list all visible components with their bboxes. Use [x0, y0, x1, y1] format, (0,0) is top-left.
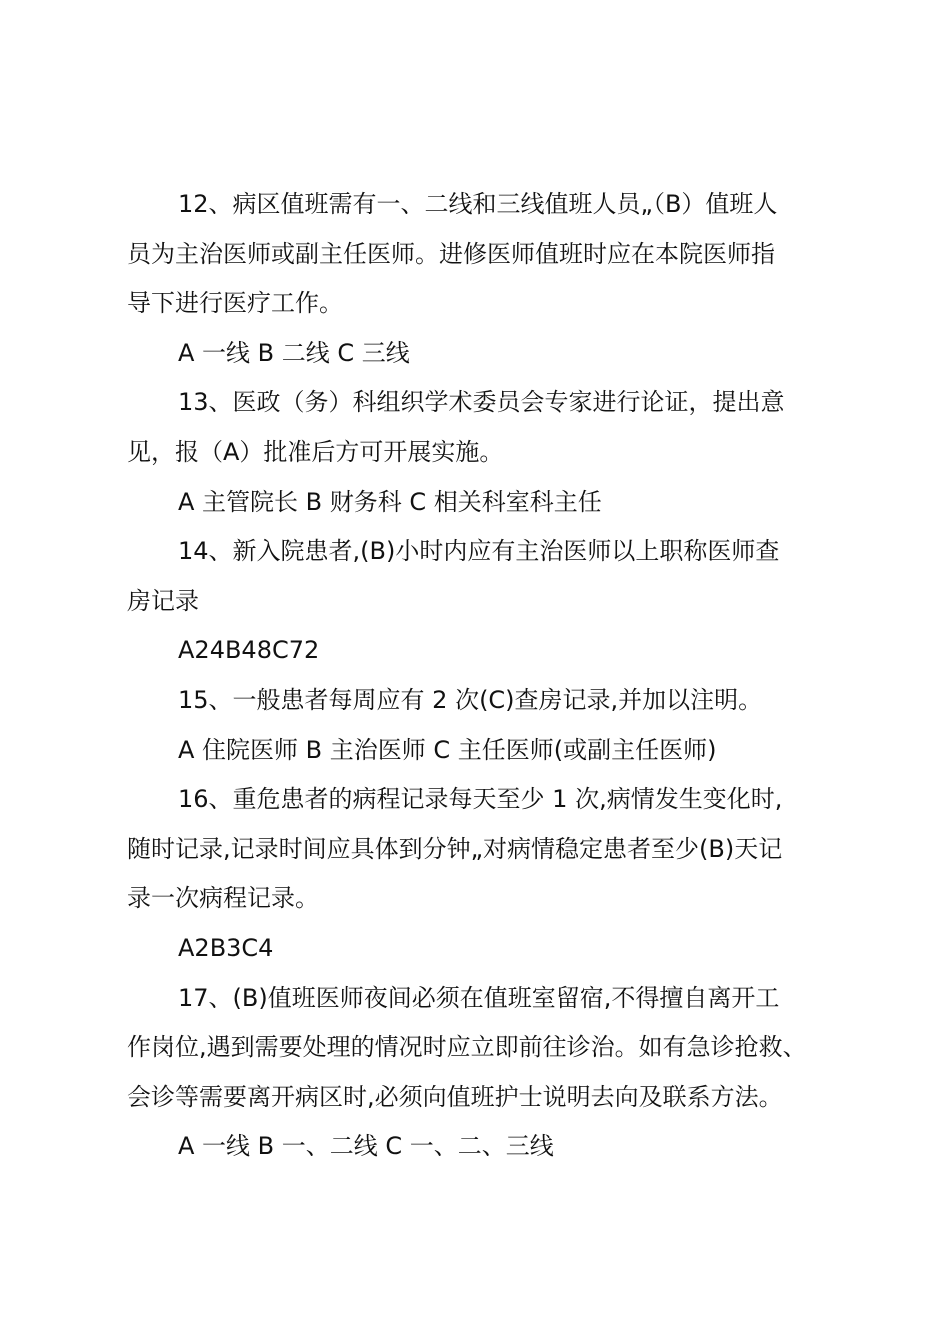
question-12-options: A 一线 B 二线 C 三线 [178, 338, 410, 367]
question-14-line-2: 房记录 [127, 586, 199, 615]
document-body [127, 180, 847, 1172]
question-12-line-3: 导下进行医疗工作。 [127, 289, 343, 318]
question-16-line-3: 录一次病程记录。 [127, 884, 319, 913]
question-14-options: A24B48C72 [178, 636, 320, 665]
question-15-options: A 住院医师 B 主治医师 C 主任医师(或副主任医师) [178, 735, 717, 764]
question-12 [127, 180, 847, 329]
question-13-line-1: 13、医政（务）科组织学术委员会专家进行论证，提出意 [178, 388, 785, 417]
question-13 [127, 378, 847, 477]
question-15 [127, 676, 847, 726]
question-17-line-3: 会诊等需要离开病区时,必须向值班护士说明去向及联系方法。 [127, 1082, 783, 1111]
question-17-options: A 一线 B 一、二线 C 一、二、三线 [178, 1132, 554, 1161]
question-17 [127, 974, 847, 1123]
question-17-line-2: 作岗位,遇到需要处理的情况时应立即前往诊治。如有急诊抢救、 [127, 1033, 807, 1062]
question-13-line-2: 见，报（A）批准后方可开展实施。 [127, 437, 504, 466]
question-16-line-2: 随时记录,记录时间应具体到分钟„对病情稳定患者至少(B)天记 [127, 834, 783, 863]
question-12-line-2: 员为主治医师或副主任医师。进修医师值班时应在本院医师指 [127, 239, 775, 268]
question-16 [127, 775, 847, 924]
question-16-options: A2B3C4 [178, 933, 274, 962]
question-17-line-1: 17、(B)值班医师夜间必须在值班室留宿,不得擅自离开工 [178, 983, 780, 1012]
question-14-line-1: 14、新入院患者,(B)小时内应有主治医师以上职称医师查 [178, 537, 780, 566]
question-15-line-1: 15、一般患者每周应有 2 次(C)查房记录,并加以注明。 [178, 685, 763, 714]
question-16-line-1: 16、重危患者的病程记录每天至少 1 次,病情发生变化时, [178, 785, 783, 814]
question-12-line-1: 12、病区值班需有一、二线和三线值班人员„（B）值班人 [178, 190, 778, 218]
question-14 [127, 527, 847, 626]
question-13-options: A 主管院长 B 财务科 C 相关科室科主任 [178, 487, 602, 516]
